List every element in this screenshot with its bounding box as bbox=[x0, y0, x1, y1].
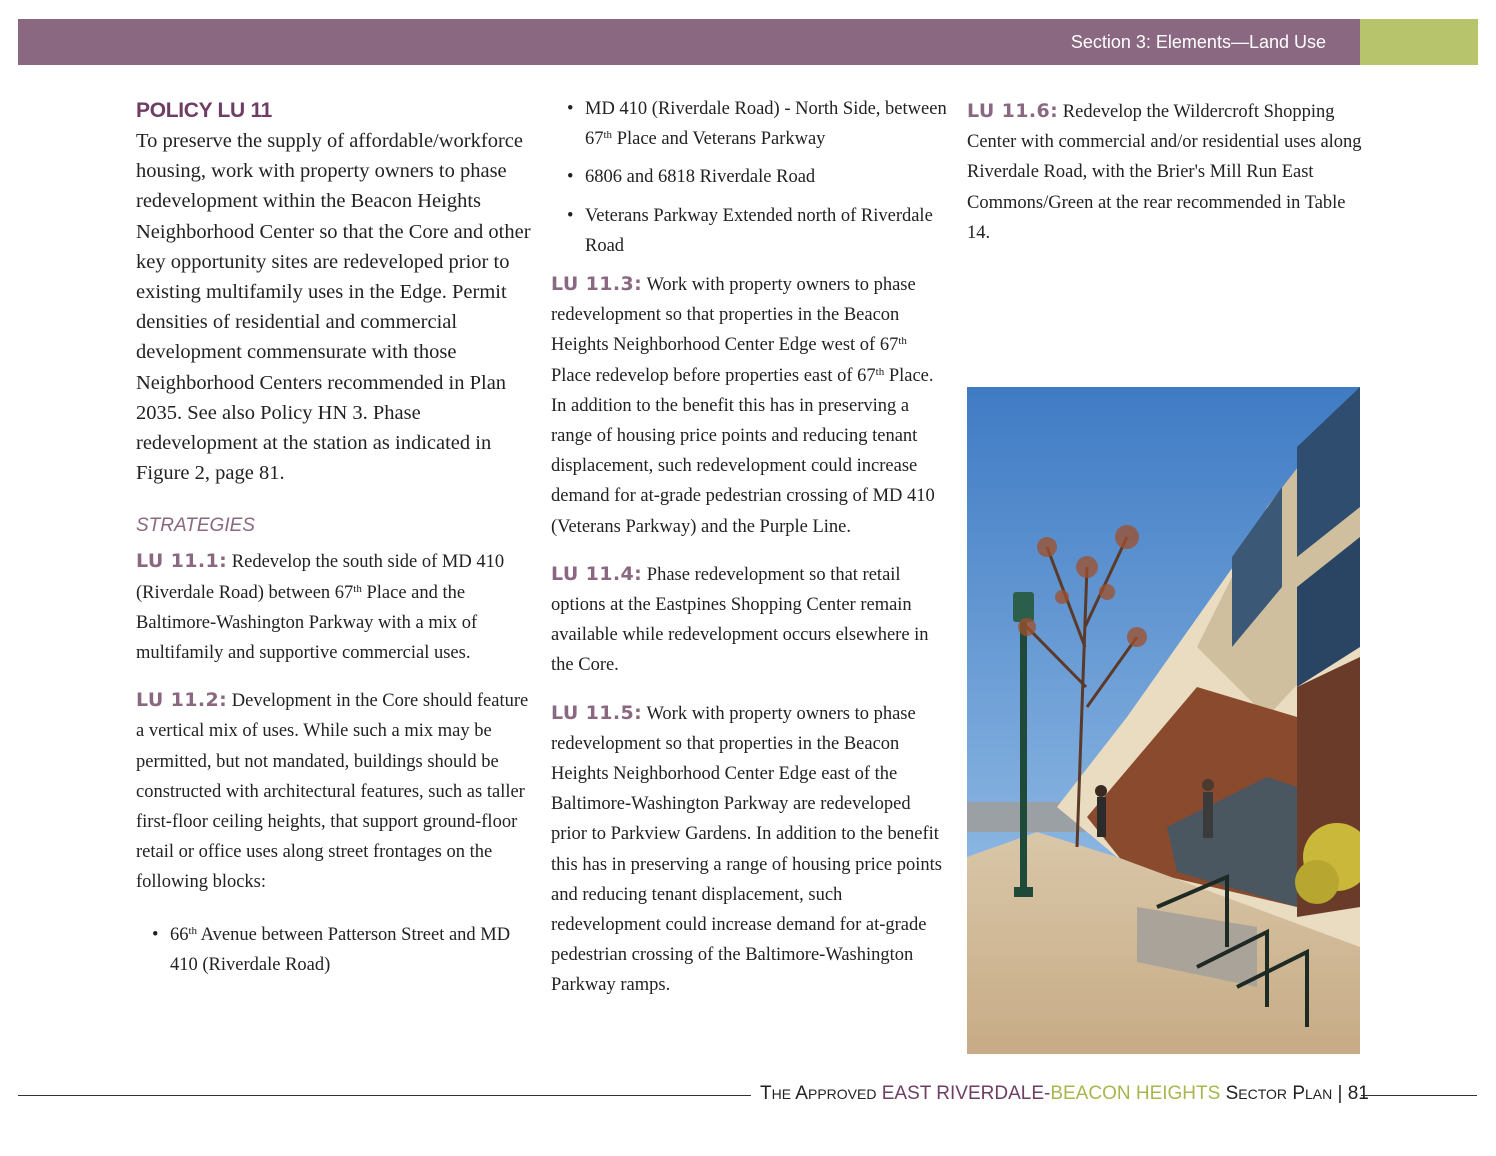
bullet-icon: • bbox=[567, 205, 574, 226]
footer-title: THE APPROVED EAST RIVERDALE-BEACON HEIGHTS SECTOR PLAN | 81 bbox=[760, 1083, 1369, 1104]
strategy-text: Place and the Baltimore-Washington Parkway with a mix of multifamily and supportive commercial uses. bbox=[136, 582, 478, 664]
header-accent-block bbox=[1360, 19, 1478, 65]
strategy-lu-11-1 bbox=[136, 546, 532, 668]
column-1 bbox=[136, 96, 532, 988]
strategy-lu-11-4: LU 11.4: Phase redevelopment so that retail options at the Eastpines Shopping Center remain available while redevelopment occurs elsewhere in the Core. bbox=[551, 562, 929, 676]
strategy-code: LU 11.1: bbox=[136, 550, 228, 573]
strategy-code: LU 11.2: bbox=[136, 689, 228, 712]
block-list-continued bbox=[551, 94, 947, 261]
bullet-icon: • bbox=[152, 924, 159, 945]
block-list bbox=[136, 920, 532, 980]
section-title: Section 3: Elements—Land Use bbox=[1070, 32, 1326, 52]
strategy-code: LU 11.4: bbox=[551, 562, 643, 585]
strategy-lu-11-2 bbox=[136, 685, 532, 897]
column-3 bbox=[967, 96, 1363, 265]
strategy-lu-11-5: LU 11.5: Work with property owners to phase redevelopment so that properties in the Beacon Heights Neighborhood Center Edge east of the Baltimore-Washington Parkway are redeveloped prior to Parkview Gardens. In addition to the benefit this has in preserving a range of housing price points and reducing tenant displacement, such redevelopment could increase demand for at-grade pedestrian crossing of the Baltimore-Washington Parkway ramps. bbox=[551, 701, 942, 996]
header-bar bbox=[18, 19, 1360, 65]
bullet-icon: • bbox=[567, 99, 574, 119]
policy-title: POLICY LU 11 bbox=[136, 99, 273, 122]
strategy-lu-11-3: LU 11.3: Work with property owners to phase redevelopment so that properties in the Beacon Heights Neighborhood Center Edge west of 67th Place redevelop before properties east of 67th Place. In addition to the benefit this has in preserving a range of housing price points and reducing tenant displacement, such redevelopment could increase demand for at-grade pedestrian crossing of MD 410 (Veterans Parkway) and the Purple Line. bbox=[551, 273, 935, 537]
strategy-text: Redevelop the south side of MD 410 (Riverdale Road) between 67 bbox=[136, 552, 505, 603]
policy-text: To preserve the supply of affordable/workforce housing, work with property owners to phase redevelopment within the Beacon Heights Neighborhood Center so that the Core and other key opportunity sites are redeveloped prior to existing multifamily uses in the Edge. Permit densities of residential and commercial development commensurate with those Neighborhood Centers recommended in Plan 2035. See also Policy HN 3. Phase redevelopment at the station as indicated in Figure 2, page 81. bbox=[136, 130, 531, 485]
strategy-lu-11-6: LU 11.6: Redevelop the Wildercroft Shopping Center with commercial and/or residential uses along Riverdale Road, with the Brier's Mill Run East Commons/Green at the rear recommended in Table 14. bbox=[967, 100, 1362, 243]
column-2 bbox=[551, 96, 947, 1018]
strategy-code: LU 11.3: bbox=[551, 273, 643, 296]
list-item: • 6806 and 6818 Riverdale Road bbox=[551, 162, 947, 192]
footer-rule-right bbox=[1361, 1095, 1477, 1096]
street-scene-photo bbox=[967, 387, 1360, 1054]
strategy-code: LU 11.6: bbox=[967, 100, 1059, 122]
strategies-heading: STRATEGIES bbox=[136, 515, 255, 537]
ordinal-suffix: th bbox=[353, 582, 362, 595]
list-item: • 66th Avenue between Patterson Street and MD 410 (Riverdale Road) bbox=[136, 920, 532, 980]
footer-rule-left bbox=[18, 1095, 751, 1096]
strategy-code: LU 11.5: bbox=[551, 701, 643, 724]
strategy-text: Development in the Core should feature a vertical mix of uses. While such a mix may be permitted, but not mandated, buildings should be constructed with architectural features, such as taller first-floor ceiling heights, that support ground-floor retail or office uses along street frontages on the following blocks: bbox=[136, 691, 529, 893]
bullet-icon: • bbox=[567, 167, 574, 188]
page-number: 81 bbox=[1347, 1083, 1369, 1104]
list-item: • Veterans Parkway Extended north of Riverdale Road bbox=[551, 201, 947, 261]
list-item: • MD 410 (Riverdale Road) - North Side, between 67th Place and Veterans Parkway bbox=[551, 94, 947, 154]
